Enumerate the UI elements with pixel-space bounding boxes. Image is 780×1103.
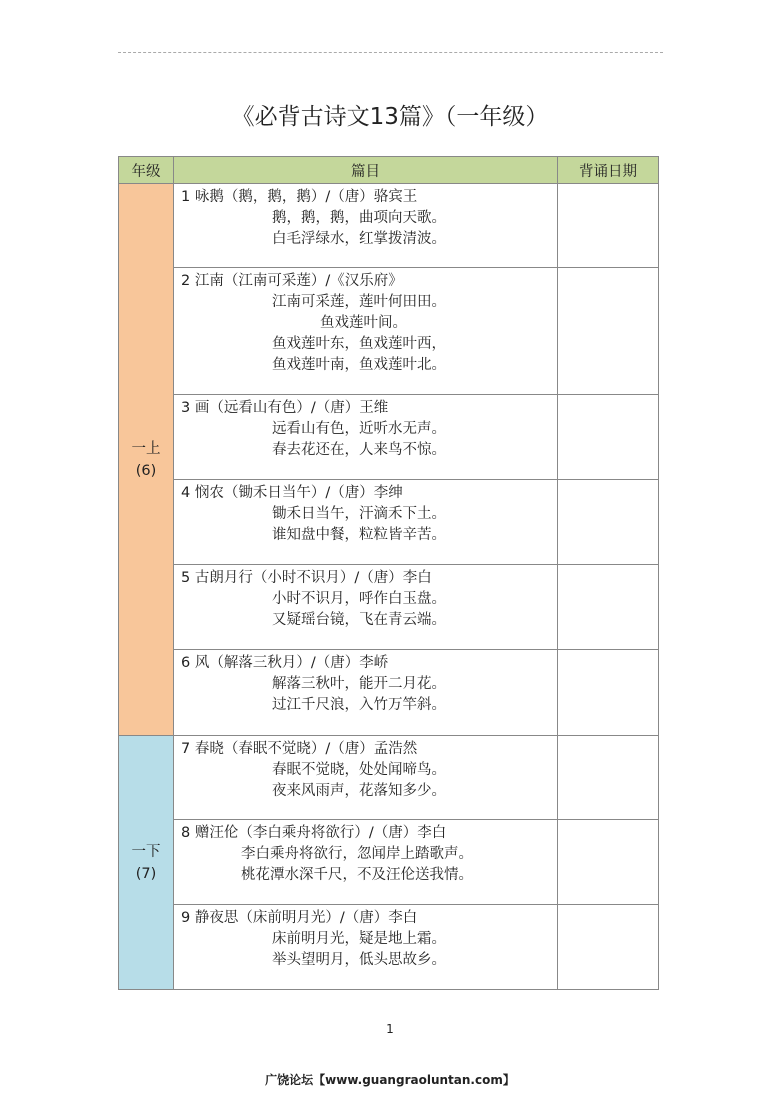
recite-date-cell[interactable] — [558, 736, 659, 820]
poem-line: 谁知盘中餐，粒粒皆辛苦。 — [272, 527, 446, 543]
grade-cell-1-up — [119, 184, 174, 736]
table-row — [119, 905, 659, 990]
poem-cell — [174, 395, 558, 480]
page-title: 《必背古诗文13篇》（一年级） — [231, 104, 549, 130]
poem-line: 举头望明月，低头思故乡。 — [272, 952, 446, 968]
poem-line: 鹅，鹅，鹅，曲项向天歌。 — [272, 210, 446, 226]
poem-heading: 6 风（解落三秋月）/（唐）李峤 — [181, 655, 389, 671]
recite-date-cell[interactable] — [558, 905, 659, 990]
poem-line: 春眠不觉晓，处处闻啼鸟。 — [272, 762, 446, 778]
recite-date-cell[interactable] — [558, 650, 659, 736]
footer-site-link[interactable]: 广饶论坛【www.guangraoluntan.com】 — [265, 1073, 515, 1087]
poem-line: 又疑瑶台镜，飞在青云端。 — [272, 612, 446, 628]
poem-cell — [174, 820, 558, 905]
recite-date-cell[interactable] — [558, 565, 659, 650]
poem-heading: 7 春晓（春眠不觉晓）/（唐）孟浩然 — [181, 741, 418, 757]
poem-table — [118, 156, 659, 990]
table-row — [119, 650, 659, 736]
poem-heading: 1 咏鹅（鹅，鹅，鹅）/（唐）骆宾王 — [181, 189, 418, 205]
poem-cell — [174, 650, 558, 736]
poem-line: 夜来风雨声，花落知多少。 — [272, 783, 446, 799]
poem-line: 鱼戏莲叶间。 — [320, 315, 407, 331]
poem-heading: 2 江南（江南可采莲）/《汉乐府》 — [181, 273, 403, 289]
poem-heading: 4 悯农（锄禾日当午）/（唐）李绅 — [181, 485, 403, 501]
poem-line: 远看山有色，近听水无声。 — [272, 421, 446, 437]
grade-cell-1-down — [119, 736, 174, 990]
poem-line: 过江千尺浪，入竹万竿斜。 — [272, 697, 446, 713]
poem-heading: 5 古朗月行（小时不识月）/（唐）李白 — [181, 570, 432, 586]
poem-line: 鱼戏莲叶南，鱼戏莲叶北。 — [272, 357, 446, 373]
table-row — [119, 268, 659, 395]
poem-line: 锄禾日当午，汗滴禾下土。 — [272, 506, 446, 522]
poem-cell — [174, 565, 558, 650]
poem-line: 春去花还在，人来鸟不惊。 — [272, 442, 446, 458]
table-row — [119, 565, 659, 650]
poem-line: 白毛浮绿水，红掌拨清波。 — [272, 231, 446, 247]
poem-heading: 9 静夜思（床前明月光）/（唐）李白 — [181, 910, 418, 926]
header-poem: 篇目 — [174, 157, 558, 184]
poem-line: 小时不识月，呼作白玉盘。 — [272, 591, 446, 607]
recite-date-cell[interactable] — [558, 395, 659, 480]
header-date: 背诵日期 — [558, 157, 659, 184]
poem-heading: 3 画（远看山有色）/（唐）王维 — [181, 400, 389, 416]
top-divider — [118, 52, 663, 53]
page-number: 1 — [386, 1022, 394, 1036]
grade-name: 一上 — [131, 440, 161, 457]
poem-line: 李白乘舟将欲行，忽闻岸上踏歌声。 — [241, 846, 473, 862]
table-row — [119, 820, 659, 905]
header-grade: 年级 — [119, 157, 174, 184]
table-row — [119, 395, 659, 480]
grade-count: (7) — [135, 865, 157, 882]
poem-cell — [174, 268, 558, 395]
poem-cell — [174, 905, 558, 990]
poem-line: 鱼戏莲叶东，鱼戏莲叶西， — [272, 336, 446, 352]
recite-date-cell[interactable] — [558, 820, 659, 905]
grade-name: 一下 — [131, 843, 161, 860]
poem-line: 江南可采莲，莲叶何田田。 — [272, 294, 446, 310]
poem-cell — [174, 184, 558, 268]
recite-date-cell[interactable] — [558, 268, 659, 395]
poem-cell — [174, 736, 558, 820]
table-row — [119, 736, 659, 820]
recite-date-cell[interactable] — [558, 184, 659, 268]
poem-heading: 8 赠汪伦（李白乘舟将欲行）/（唐）李白 — [181, 825, 447, 841]
poem-line: 桃花潭水深千尺，不及汪伦送我情。 — [241, 867, 473, 883]
poem-line: 床前明月光，疑是地上霜。 — [272, 931, 446, 947]
grade-count: (6) — [135, 462, 157, 479]
table-header-row — [119, 157, 659, 184]
poem-cell — [174, 480, 558, 565]
poem-line: 解落三秋叶，能开二月花。 — [272, 676, 446, 692]
table-row — [119, 480, 659, 565]
table-row — [119, 184, 659, 268]
recite-date-cell[interactable] — [558, 480, 659, 565]
